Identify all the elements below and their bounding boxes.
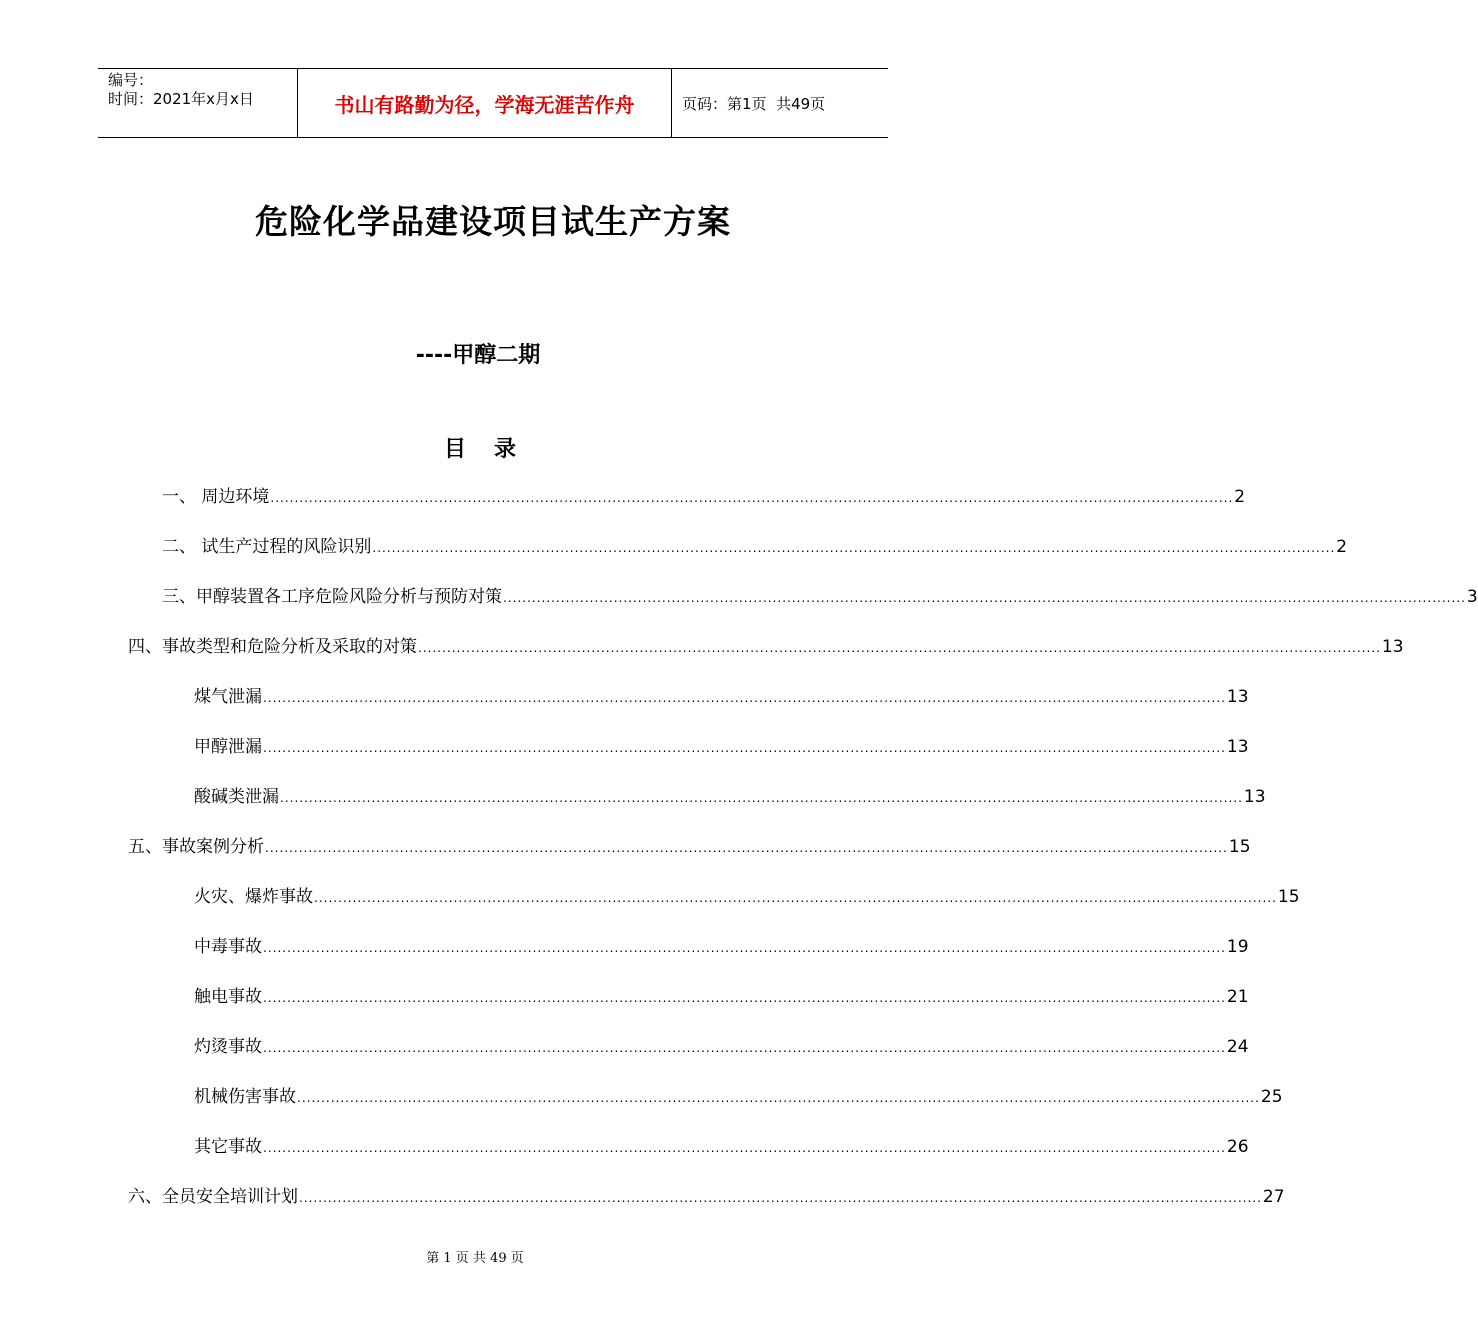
toc-leader: ........................................................................................................................................................................................................: [314, 891, 1277, 905]
toc-entry-label: 四、事故类型和危险分析及采取的对策: [128, 637, 417, 657]
toc-entry-page: 26: [1226, 1137, 1249, 1157]
document-subtitle: ----甲醇二期: [415, 343, 541, 368]
toc-entry-page: 21: [1226, 987, 1249, 1007]
toc-leader: ........................................................................................................................................................................................................: [299, 1191, 1262, 1205]
toc-entry-page: 24: [1226, 1037, 1249, 1057]
toc-leader: ........................................................................................................................................................................................................: [263, 691, 1226, 705]
toc-entry[interactable]: [162, 482, 1246, 508]
toc-entry-page: 13: [1381, 637, 1404, 657]
toc-entry[interactable]: [128, 832, 1251, 858]
toc-entry[interactable]: [194, 782, 1266, 808]
toc-entry[interactable]: [194, 932, 1249, 958]
header-meta: [98, 69, 298, 137]
toc-entry-label: 二、 试生产过程的风险识别: [162, 537, 372, 557]
toc-entry-label: 酸碱类泄漏: [194, 787, 279, 807]
toc-entry[interactable]: [194, 1132, 1249, 1158]
page-footer: 第 1 页 共 49 页: [426, 1251, 524, 1266]
toc-entry-page: 13: [1243, 787, 1266, 807]
toc-leader: ........................................................................................................................................................................................................: [280, 791, 1243, 805]
toc-leader: ........................................................................................................................................................................................................: [263, 1141, 1226, 1155]
toc-entry-label: 其它事故: [194, 1137, 262, 1157]
time-label: 时间：2021年x月x日: [108, 90, 254, 108]
toc-leader: ........................................................................................................................................................................................................: [297, 1091, 1260, 1105]
toc-entry-page: 19: [1226, 937, 1249, 957]
header-page-info: [672, 69, 888, 137]
toc-entry-page: 2: [1234, 487, 1246, 507]
toc-entry[interactable]: [162, 582, 1478, 608]
toc-entry-label: 五、事故案例分析: [128, 837, 264, 857]
document-title: 危险化学品建设项目试生产方案: [255, 202, 731, 241]
toc-entry-label: 火灾、爆炸事故: [194, 887, 313, 907]
toc-entry-page: 3: [1466, 587, 1478, 607]
toc-leader: ........................................................................................................................................................................................................: [418, 641, 1381, 655]
toc-entry-label: 一、 周边环境: [162, 487, 270, 507]
page-info-text: 页码：第1页 共49页: [682, 94, 826, 113]
toc-entry[interactable]: [128, 1182, 1285, 1208]
toc-entry[interactable]: [194, 1082, 1283, 1108]
toc-entry-label: 甲醇泄漏: [194, 737, 262, 757]
toc-entry-page: 15: [1277, 887, 1300, 907]
header-motto: 书山有路勤为径，学海无涯苦作舟: [298, 69, 672, 137]
toc-entry-label: 中毒事故: [194, 937, 262, 957]
toc-leader: ........................................................................................................................................................................................................: [263, 1041, 1226, 1055]
toc-entry-page: 15: [1228, 837, 1251, 857]
toc-leader: ........................................................................................................................................................................................................: [372, 541, 1336, 555]
toc-entry[interactable]: [194, 1032, 1249, 1058]
page-header: [98, 68, 888, 138]
toc-leader: ........................................................................................................................................................................................................: [263, 741, 1226, 755]
toc-entry-label: 机械伤害事故: [194, 1087, 296, 1107]
toc-leader: ........................................................................................................................................................................................................: [265, 841, 1228, 855]
toc-heading: 目录: [443, 437, 544, 462]
toc-entry[interactable]: [194, 882, 1300, 908]
toc-leader: ........................................................................................................................................................................................................: [263, 941, 1226, 955]
toc-leader: ........................................................................................................................................................................................................: [503, 591, 1466, 605]
toc-entry-page: 25: [1260, 1087, 1283, 1107]
toc-entry-label: 触电事故: [194, 987, 262, 1007]
toc-entry-page: 2: [1336, 537, 1348, 557]
toc-entry-page: 13: [1226, 687, 1249, 707]
toc-entry-label: 灼烫事故: [194, 1037, 262, 1057]
toc-entry[interactable]: [194, 682, 1249, 708]
toc-entry-label: 三、甲醇装置各工序危险风险分析与预防对策: [162, 587, 502, 607]
toc-entry-page: 27: [1262, 1187, 1285, 1207]
toc-entry[interactable]: [194, 982, 1249, 1008]
number-label: 编号：: [108, 71, 154, 89]
toc-entry[interactable]: [194, 732, 1249, 758]
toc-entry[interactable]: [128, 632, 1404, 658]
toc-entry-label: 煤气泄漏: [194, 687, 262, 707]
toc-leader: ........................................................................................................................................................................................................: [270, 491, 1234, 505]
toc-entry[interactable]: [162, 532, 1348, 558]
toc-entry-label: 六、全员安全培训计划: [128, 1187, 298, 1207]
toc-leader: ........................................................................................................................................................................................................: [263, 991, 1226, 1005]
toc-entry-page: 13: [1226, 737, 1249, 757]
